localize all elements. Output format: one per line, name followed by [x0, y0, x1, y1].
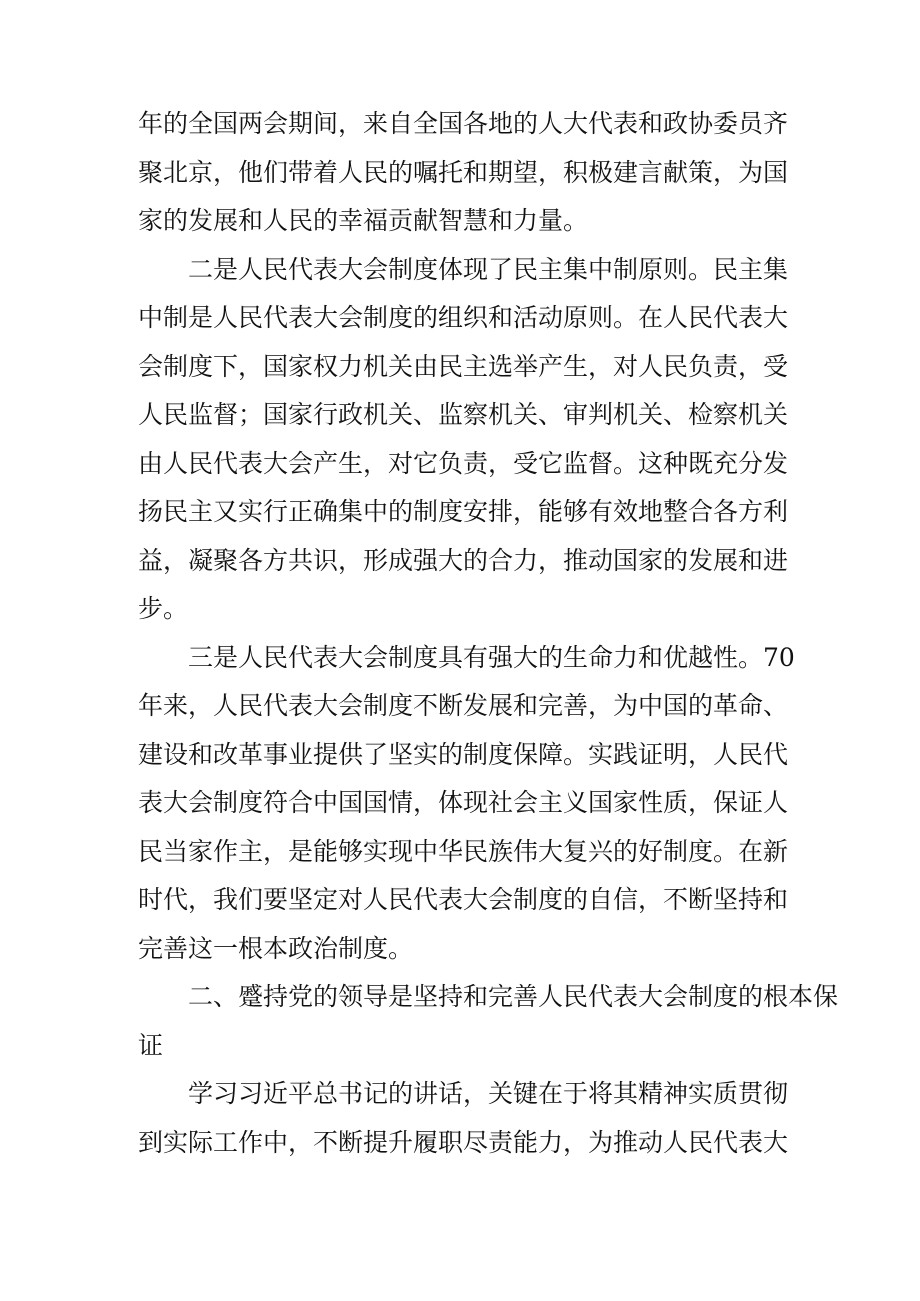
text-line: 到实际工作中，不断提升履职尽责能力，为推动人民代表大 — [138, 1127, 789, 1157]
text-line: 三是人民代表大会制度具有强大的生命力和优越性。70 — [188, 642, 795, 672]
body-text — [138, 100, 839, 1167]
text-line: 步。 — [138, 594, 189, 623]
text-line: 学习习近平总书记的讲话，关键在于将其精神实质贯彻 — [188, 1079, 789, 1108]
text-line: 聚北京，他们带着人民的嘱托和期望，积极建言献策，为国 — [138, 157, 789, 187]
text-line: 完善这一根本政治制度。 — [138, 933, 414, 963]
section-heading: 证 — [138, 1030, 164, 1060]
text-line: 会制度下，国家权力机关由民主选举产生，对人民负责，受 — [138, 351, 789, 381]
text-line: 时代，我们要坚定对人民代表大会制度的自信，不断坚持和 — [138, 885, 789, 914]
text-line: 人民监督；国家行政机关、监察机关、审判机关、检察机关 — [138, 400, 789, 429]
text-line: 中制是人民代表大会制度的组织和活动原则。在人民代表大 — [138, 303, 789, 332]
text-line: 民当家作主，是能够实现中华民族伟大复兴的好制度。在新 — [138, 836, 789, 866]
text-line: 益，凝聚各方共识，形成强大的合力，推动国家的发展和进 — [138, 545, 789, 575]
text-line: 由人民代表大会产生，对它负责，受它监督。这种既充分发 — [138, 448, 789, 478]
text-line: 二是人民代表大会制度体现了民主集中制原则。民主集 — [188, 254, 789, 284]
text-line: 年的全国两会期间，来自全国各地的人大代表和政协委员齐 — [138, 109, 789, 138]
text-line: 扬民主又实行正确集中的制度安排，能够有效地整合各方利 — [138, 497, 789, 526]
text-line: 建设和改革事业提供了坚实的制度保障。实践证明，人民代 — [138, 739, 789, 769]
text-line: 表大会制度符合中国国情，体现社会主义国家性质，保证人 — [138, 788, 789, 817]
section-heading: 二、蹙持党的领导是坚持和完善人民代表大会制度的根本保 — [188, 982, 839, 1011]
text-line: 年来，人民代表大会制度不断发展和完善，为中国的革命、 — [138, 691, 789, 720]
text-line: 家的发展和人民的幸福贡献智慧和力量。 — [138, 206, 589, 235]
